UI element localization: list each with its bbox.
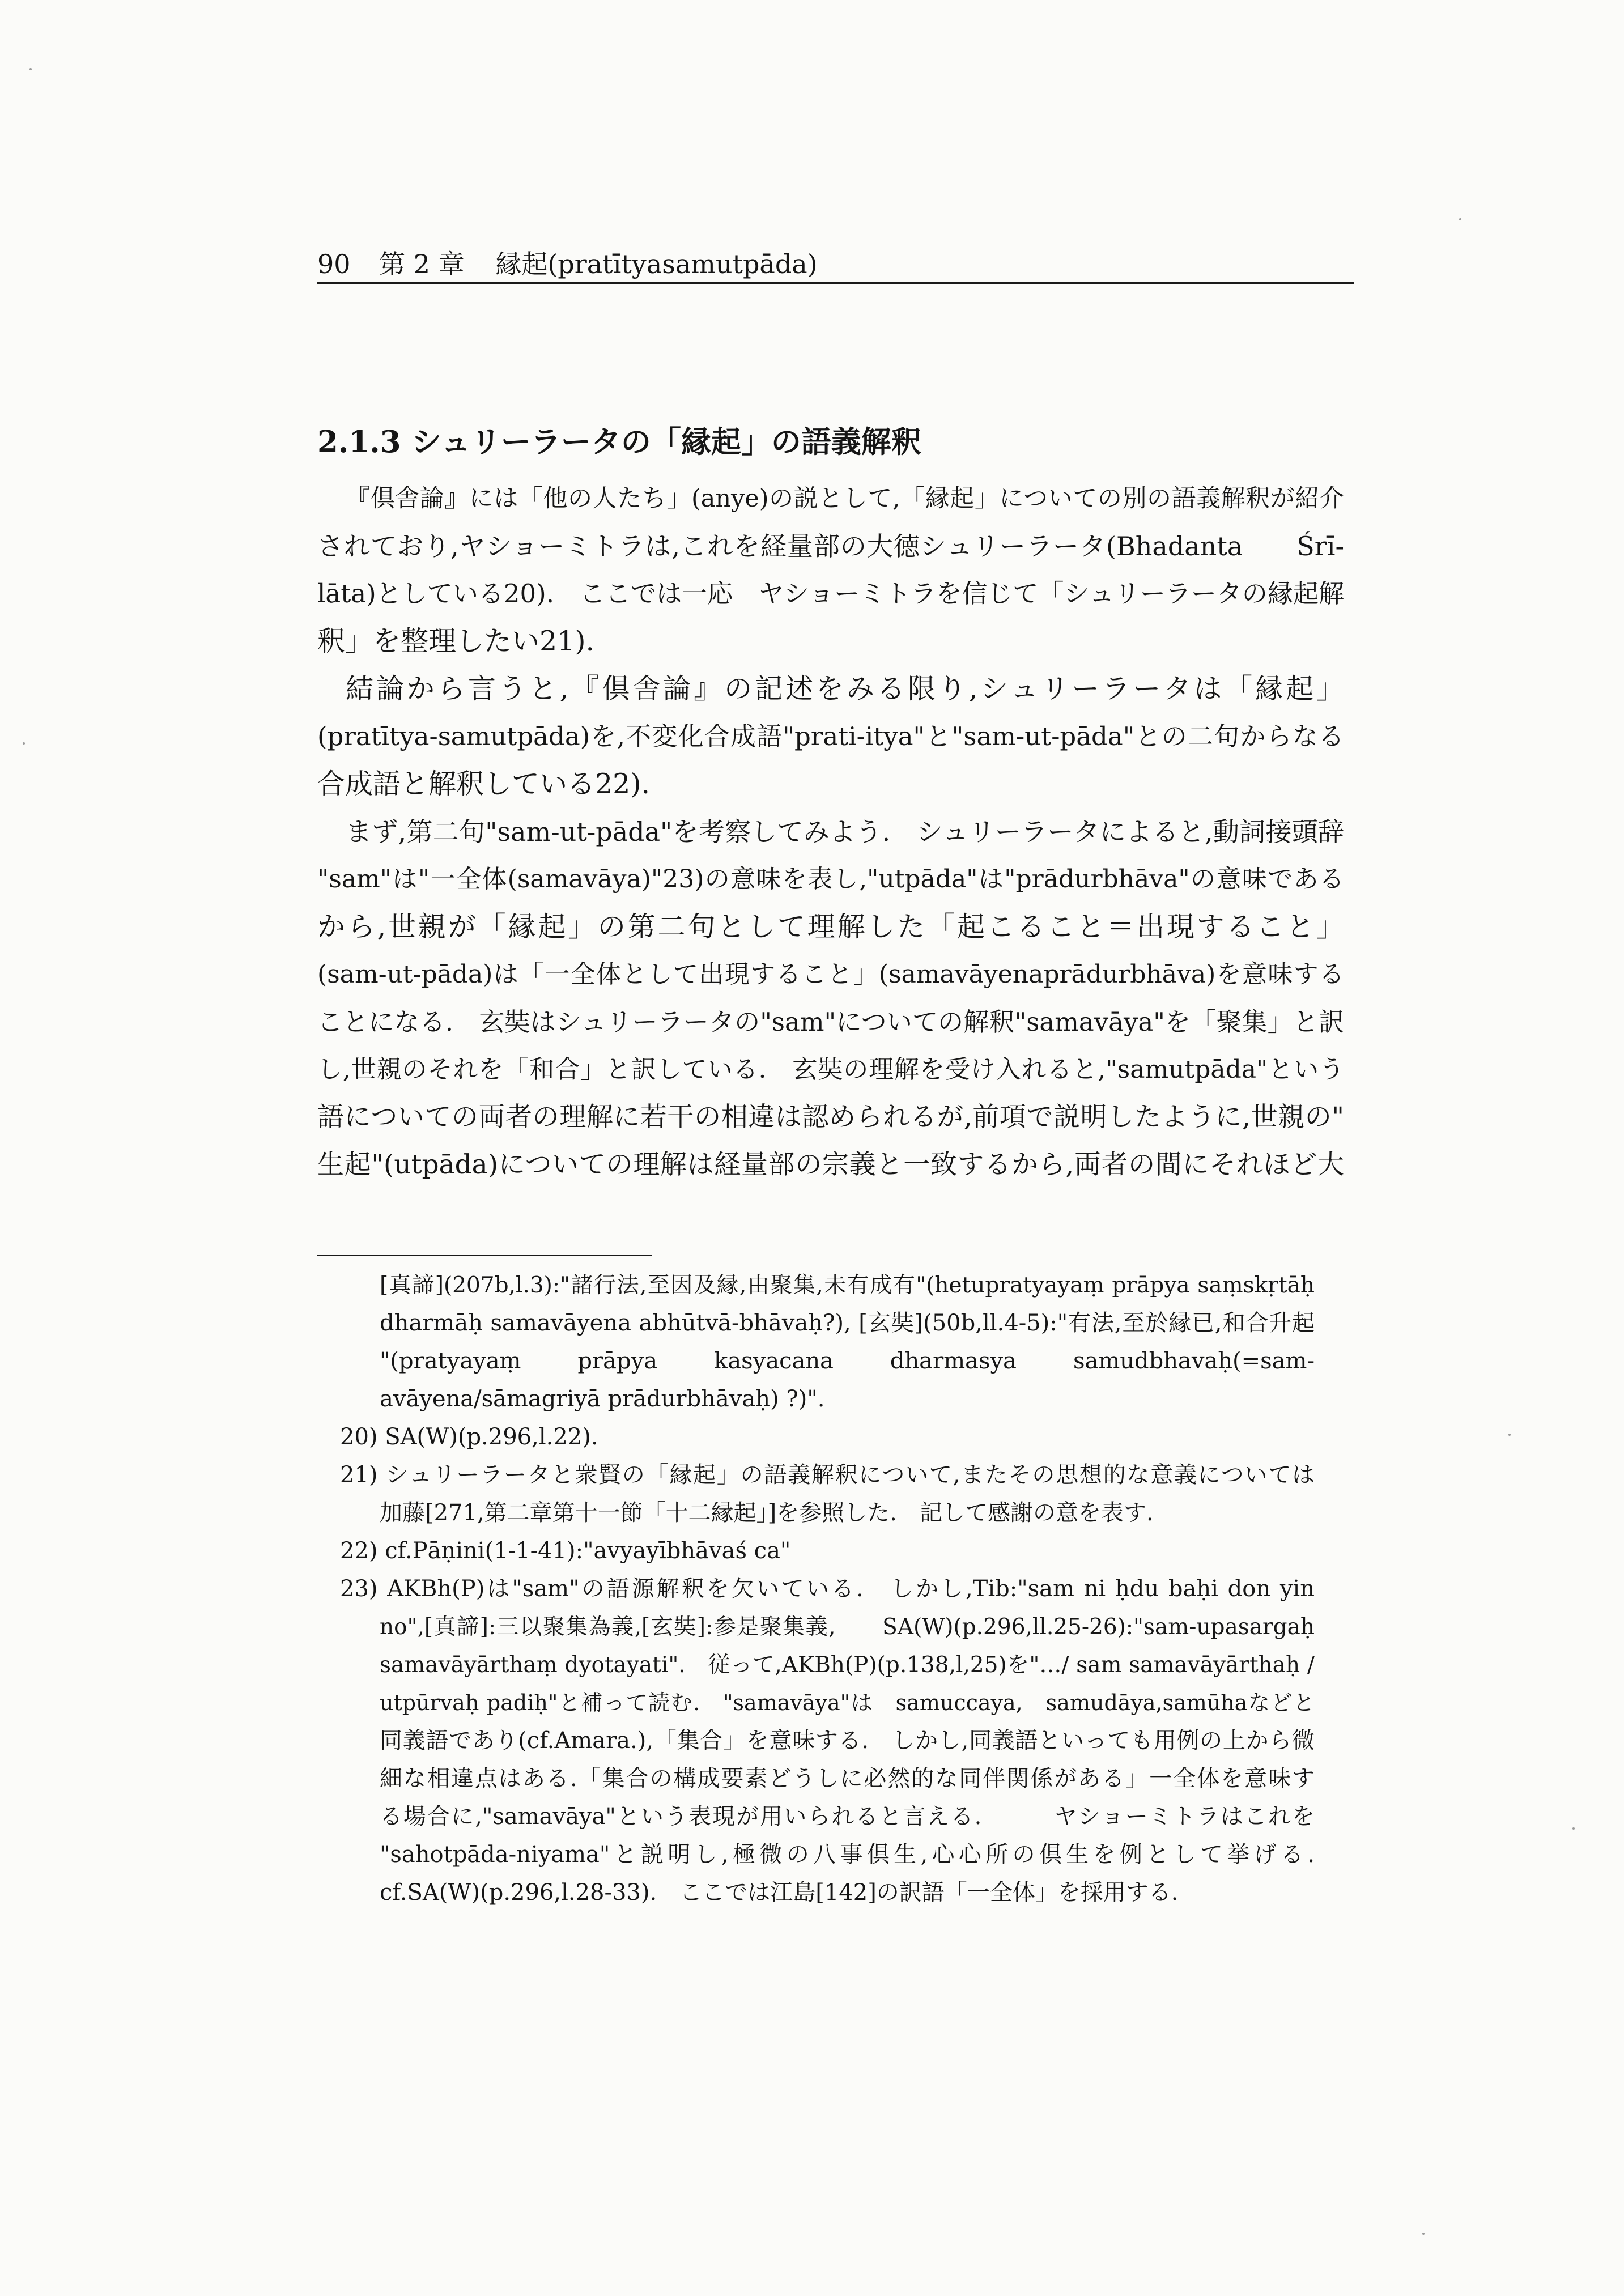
scan-speck: [23, 742, 25, 745]
footnote-line: 同義語であり(cf.Amara.),「集合」を意味する. しかし,同義語といっても用例の上から微: [380, 1728, 1315, 1754]
chapter-title: 縁起(pratītyasamutpāda): [495, 249, 818, 279]
body-line: し,世親のそれを「和合」と訳している. 玄奘の理解を受け入れると,"samutpāda"という: [317, 1055, 1344, 1084]
body-line: ことになる. 玄奘はシュリーラータの"sam"についての解釈"samavāya"を「聚集」と訳: [317, 1007, 1344, 1037]
footnote-line: る場合に,"samavāya"という表現が用いられると言える. ヤショーミトラはこれを: [380, 1804, 1315, 1830]
running-header: [317, 247, 1354, 284]
body-line: されており,ヤショーミトラは,これを経量部の大徳シュリーラータ(Bhadanta Śrī-: [317, 531, 1344, 562]
footnote-rule: [317, 1255, 652, 1256]
body-line: 結論から言うと,『倶舎論』の記述をみる限り,シュリーラータは「縁起」: [346, 673, 1344, 705]
body-text: [317, 475, 1344, 1189]
body-line: 語についての両者の理解に若干の相違は認められるが,前項で説明したように,世親の": [317, 1102, 1344, 1133]
footnote-line: "sahotpāda-niyama"と説明し,極微の八事倶生,心心所の倶生を例として挙げる.: [380, 1842, 1315, 1868]
footnote-23: 23) AKBh(P)は"sam"の語源解釈を欠いている. しかし,Tib:"sam ni ḥdu baḥi don yin: [340, 1576, 1315, 1602]
footnote-line: "(pratyayaṃ prāpya kasyacana dharmasya samudbhavaḥ(=sam-: [380, 1348, 1315, 1374]
body-line: 合成語と解釈している22).: [317, 768, 651, 800]
footnote-line: 加藤[271,第二章第十一節「十二縁起」]を参照した. 記して感謝の意を表す.: [380, 1500, 1154, 1526]
footnote-line: [真諦](207b,l.3):"諸行法,至因及縁,由聚集,未有成有"(hetupratyayaṃ prāpya saṃskṛtāḥ: [380, 1273, 1315, 1298]
body-line: 生起"(utpāda)についての理解は経量部の宗義と一致するから,両者の間にそれほど大: [317, 1149, 1344, 1180]
footnote-line: no",[真諦]:三以聚集為義,[玄奘]:参是聚集義, SA(W)(p.296,ll.25-26):"sam-upasargaḥ: [380, 1614, 1315, 1640]
page-number: 90: [317, 249, 351, 279]
scan-speck: [1508, 1434, 1511, 1436]
body-line: 『倶舎論』には「他の人たち」(anye)の説として,「縁起」についての別の語義解釈が紹介: [346, 484, 1344, 513]
scan-speck: [1572, 1827, 1575, 1830]
footnote-21: 21) シュリーラータと衆賢の「縁起」の語義解釈について,またその思想的な意義については: [340, 1462, 1315, 1488]
scan-speck: [1459, 218, 1461, 220]
body-line: から,世親が「縁起」の第二句として理解した「起こること＝出現すること」: [317, 911, 1344, 943]
section-heading: 2.1.3 シュリーラータの「縁起」の語義解釈: [317, 424, 921, 460]
body-line: まず,第二句"sam-ut-pāda"を考察してみよう. シュリーラータによると,動詞接頭辞: [346, 817, 1344, 847]
chapter-number: 第 2 章: [379, 249, 465, 279]
footnote-line: dharmāḥ samavāyena abhūtvā-bhāvaḥ?), [玄奘](50b,ll.4-5):"有法,至於縁已,和合升起: [380, 1310, 1315, 1336]
scan-speck: [29, 68, 32, 70]
body-line: 釈」を整理したい21).: [317, 625, 595, 657]
footnote-22: 22) cf.Pāṇini(1-1-41):"avyayībhāvaś ca": [340, 1538, 791, 1564]
body-line: (sam-ut-pāda)は「一全体として出現すること」(samavāyenaprādurbhāva)を意味する: [317, 960, 1344, 989]
footnote-line: samavāyārthaṃ dyotayati". 従って,AKBh(P)(p.138,l,25)を"…/ sam samavāyārthaḥ /: [380, 1652, 1315, 1678]
body-line: lāta)としている20). ここでは一応 ヤショーミトラを信じて「シュリーラータの縁起解: [317, 579, 1344, 609]
footnote-line: cf.SA(W)(p.296,l.28-33). ここでは江島[142]の訳語「一全体」を採用する.: [380, 1880, 1179, 1906]
body-line: (pratītya-samutpāda)を,不変化合成語"prati-itya"と"sam-ut-pāda"との二句からなる: [317, 721, 1344, 751]
footnotes: [340, 1266, 1315, 1912]
footnote-line: utpūrvaḥ padiḥ"と補って読む. "samavāya"は samuccaya, samudāya,samūhaなどと: [380, 1690, 1315, 1715]
footnote-line: 細な相違点はある.「集合の構成要素どうしに必然的な同伴関係がある」一全体を意味す: [380, 1766, 1315, 1792]
scan-speck: [1422, 2233, 1425, 2235]
footnote-20: 20) SA(W)(p.296,l.22).: [340, 1424, 598, 1450]
body-line: "sam"は"一全体(samavāya)"23)の意味を表し,"utpāda"は"prādurbhāva"の意味である: [317, 865, 1344, 894]
footnote-line: avāyena/sāmagriyā prādurbhāvaḥ) ?)".: [380, 1386, 825, 1412]
